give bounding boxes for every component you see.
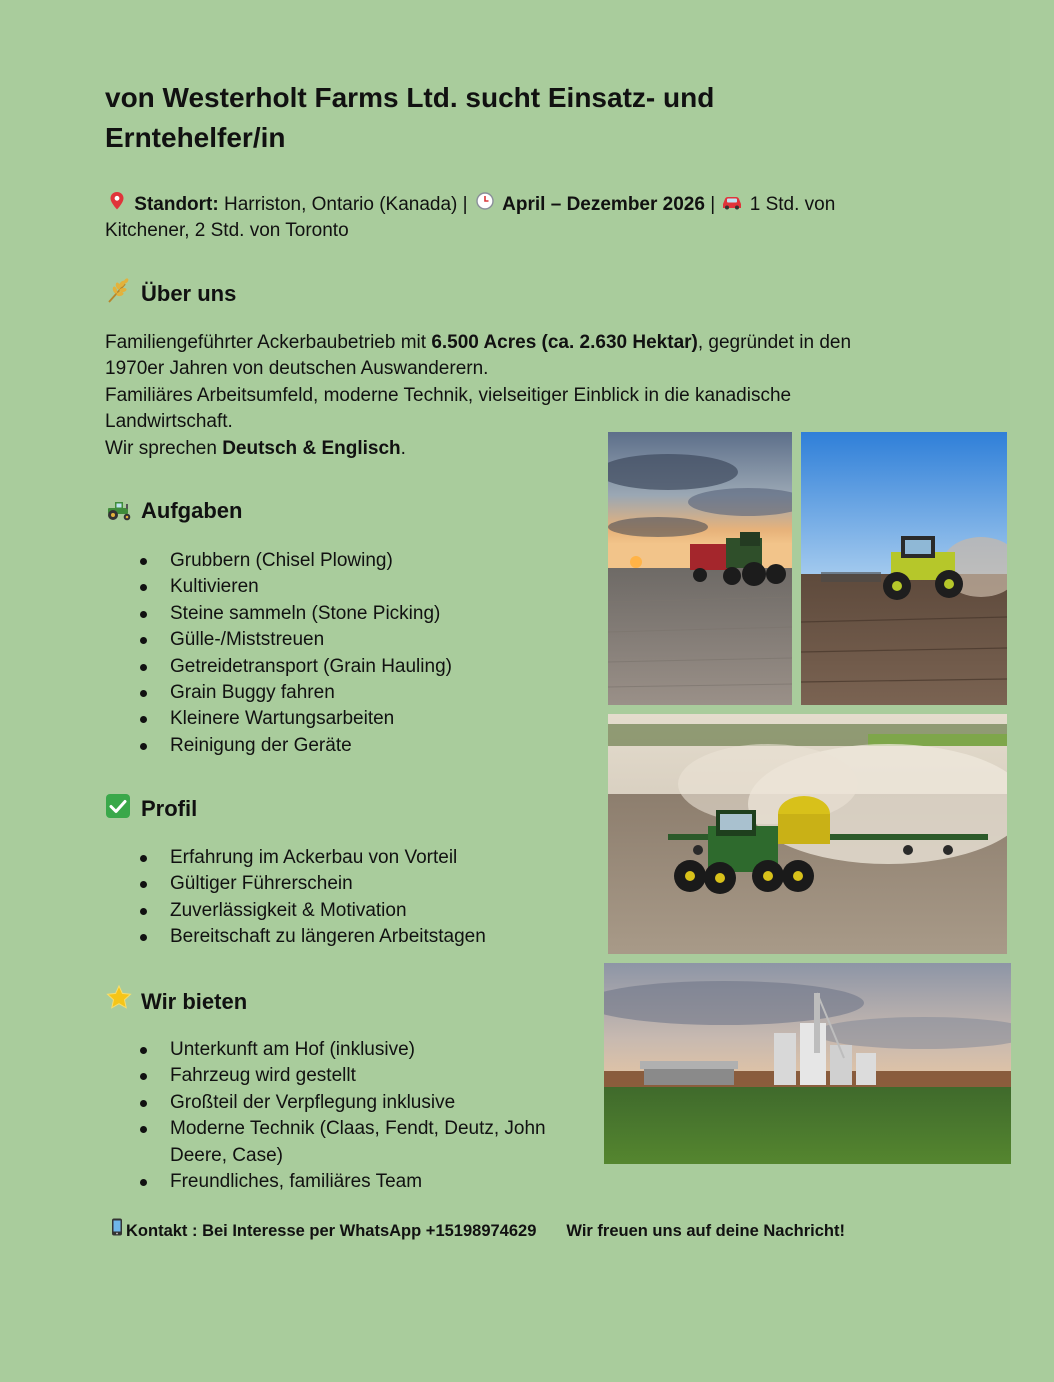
tasks-item: Gülle-/Miststreuen	[138, 627, 452, 653]
about-line-3: Wir sprechen Deutsch & Englisch.	[105, 437, 406, 459]
contact-text: Kontakt : Bei Interesse per WhatsApp +15198974629	[126, 1222, 537, 1240]
air-seeder-photo	[608, 714, 1007, 954]
tasks-item: Grain Buggy fahren	[138, 680, 452, 706]
car-icon	[720, 192, 744, 218]
profile-item: Gültiger Führerschein	[138, 871, 486, 897]
profile-item: Erfahrung im Ackerbau von Vorteil	[138, 845, 486, 871]
about-heading	[105, 278, 236, 309]
tasks-heading	[105, 496, 242, 526]
tasks-item: Grubbern (Chisel Plowing)	[138, 548, 452, 574]
offer-item: Fahrzeug wird gestellt	[138, 1063, 588, 1089]
location-value: Harriston, Ontario (Kanada)	[224, 194, 458, 215]
offer-item: Moderne Technik (Claas, Fendt, Deutz, John Deere, Case)	[138, 1116, 588, 1169]
about-line-2: Familiäres Arbeitsumfeld, moderne Technik, vielseitiger Einblick in die kanadische Landwirtschaft.	[105, 384, 792, 433]
offer-item: Freundliches, familiäres Team	[138, 1169, 588, 1195]
pin-icon	[105, 192, 129, 218]
offer-item: Unterkunft am Hof (inklusive)	[138, 1037, 588, 1063]
profile-list	[138, 845, 486, 951]
period-value: April – Dezember 2026	[502, 194, 705, 215]
meta-line	[105, 192, 905, 244]
contact-line	[108, 1218, 845, 1242]
distance-value: 1 Std. von Kitchener, 2 Std. von Toronto	[105, 194, 836, 241]
separator: |	[462, 194, 468, 215]
profile-item: Zuverlässigkeit & Motivation	[138, 898, 486, 924]
grain-bins-photo	[604, 963, 1011, 1164]
tractor-icon	[105, 499, 133, 523]
tasks-item: Kleinere Wartungsarbeiten	[138, 706, 452, 732]
offer-heading-label: Wir bieten	[141, 989, 248, 1014]
tasks-list	[138, 548, 452, 759]
closing-text: Wir freuen uns auf deine Nachricht!	[566, 1222, 845, 1240]
offer-list	[138, 1037, 588, 1195]
clock-icon	[473, 192, 497, 218]
tractor-cultivating-photo	[801, 432, 1007, 705]
tasks-heading-label: Aufgaben	[141, 498, 243, 523]
offer-heading	[105, 984, 247, 1017]
profile-heading-label: Profil	[141, 796, 198, 821]
profile-heading	[105, 793, 197, 824]
tasks-item: Getreidetransport (Grain Hauling)	[138, 654, 452, 680]
separator: |	[710, 194, 716, 215]
location-label: Standort:	[134, 194, 219, 215]
tasks-item: Kultivieren	[138, 574, 452, 600]
page-title: von Westerholt Farms Ltd. sucht Einsatz- und Erntehelfer/in	[105, 82, 715, 153]
phone-icon	[108, 1218, 126, 1242]
profile-item: Bereitschaft zu längeren Arbeitstagen	[138, 924, 486, 950]
about-line-1: Familiengeführter Ackerbaubetrieb mit 6.500 Acres (ca. 2.630 Hektar), gegründet in den 1970er Jahren von deutschen Auswanderern.	[105, 332, 852, 380]
wheat-icon	[105, 278, 133, 302]
sunset-tractor-photo	[608, 432, 792, 705]
about-heading-label: Über uns	[141, 281, 237, 306]
tasks-item: Steine sammeln (Stone Picking)	[138, 601, 452, 627]
offer-item: Großteil der Verpflegung inklusive	[138, 1090, 588, 1116]
tasks-item: Reinigung der Geräte	[138, 733, 452, 759]
star-icon	[105, 984, 133, 1008]
check-mark-icon	[105, 793, 133, 817]
